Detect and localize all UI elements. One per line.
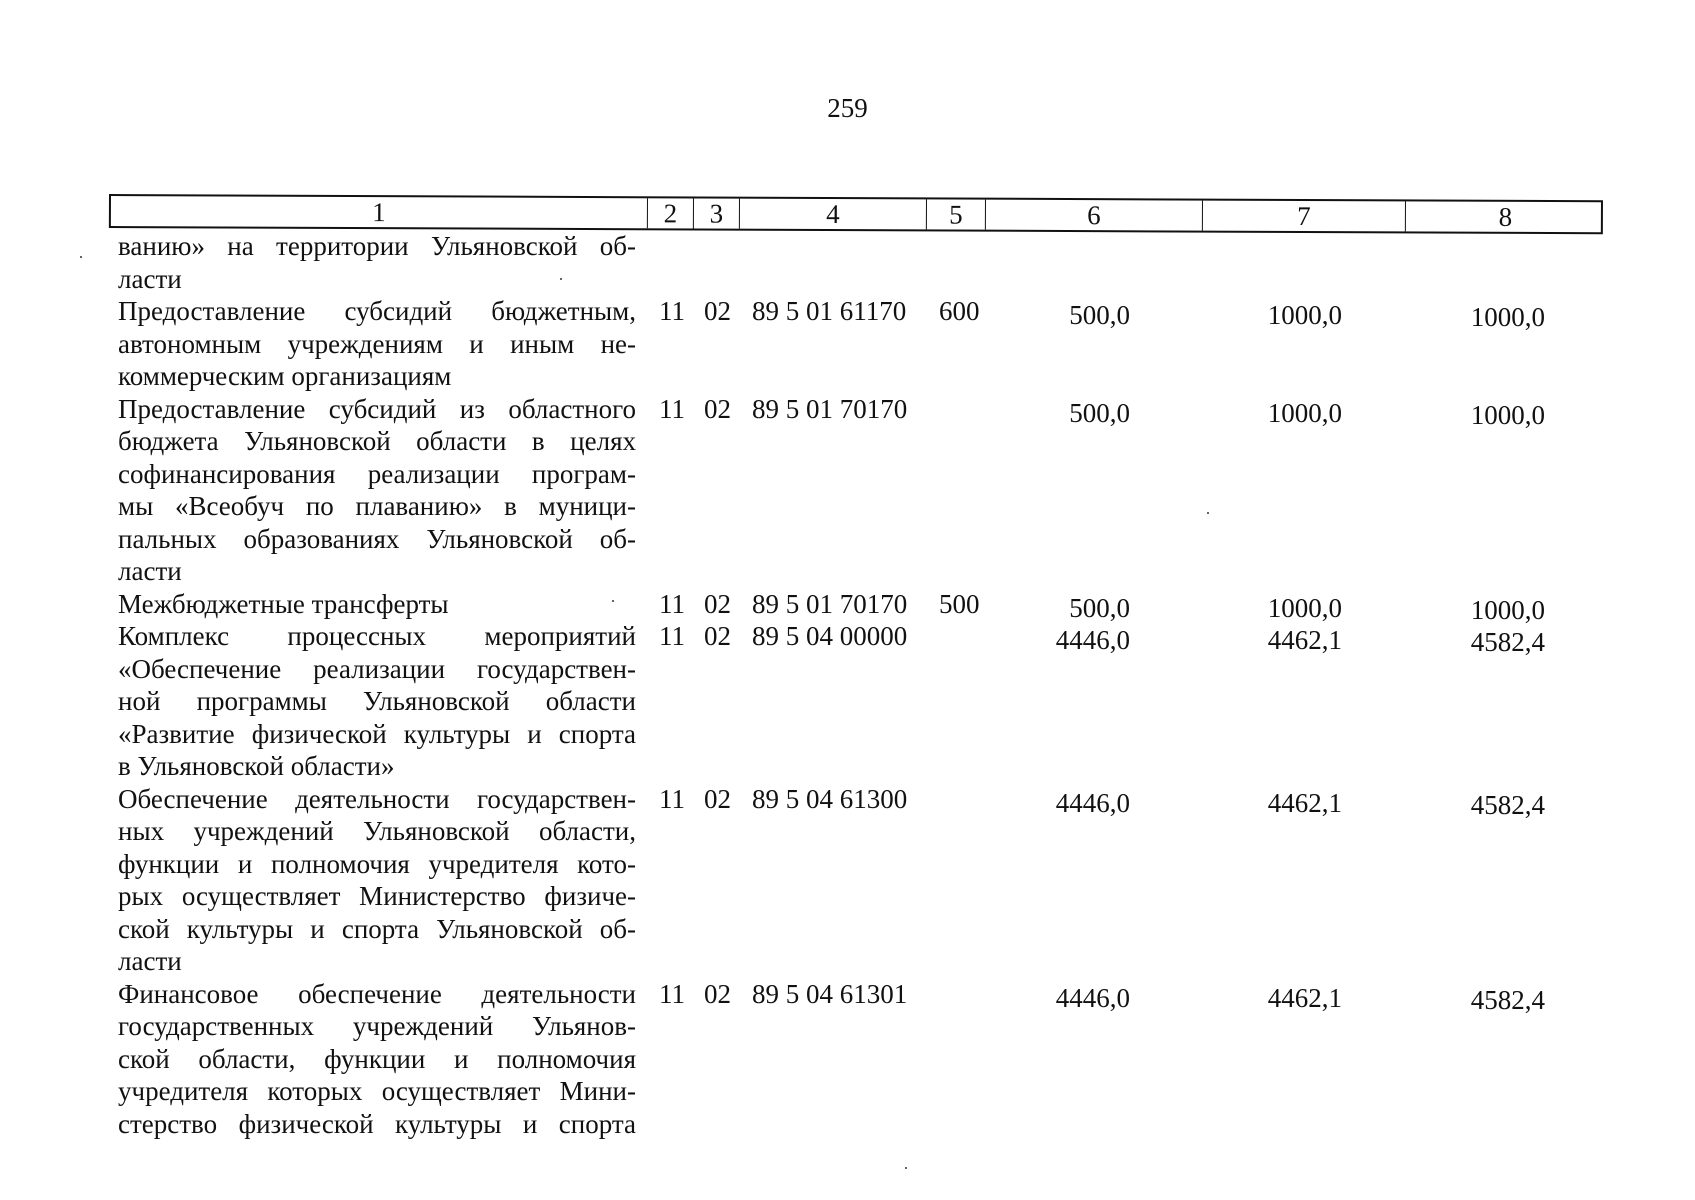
row-name-line: коммерческим организациям	[118, 361, 452, 391]
row-value-6: 4446,0	[1055, 787, 1130, 818]
table-row	[0, 393, 1695, 588]
row-subsection: 02	[704, 783, 731, 814]
header-col-1: 1	[111, 196, 648, 228]
header-col-7: 7	[1203, 201, 1406, 232]
row-name-line: ласти	[118, 263, 182, 294]
row-name-line: мы «Всеобуч по плаванию» в муници-	[118, 491, 636, 521]
row-value-8: 1000,0	[1470, 302, 1545, 332]
table-row	[0, 978, 1695, 1141]
row-name-line: Комплекс процессных мероприятий	[118, 621, 636, 651]
header-col-5: 5	[927, 199, 986, 229]
row-name-line: ванию» на территории Ульяновской об-	[118, 231, 636, 261]
row-name-line: ласти	[118, 946, 182, 976]
row-value-7: 1000,0	[1267, 592, 1342, 623]
row-value-8: 1000,0	[1470, 399, 1545, 430]
row-name-line: стерство физической культуры и спорта	[118, 1108, 636, 1139]
row-name-line: Предоставление субсидий из областного	[118, 393, 636, 424]
row-value-6: 500,0	[1069, 300, 1130, 330]
row-value-8: 4582,4	[1470, 789, 1545, 820]
table-row	[0, 588, 1695, 625]
row-name-line: функции и полномочия учредителя кото-	[118, 848, 636, 879]
page-number: 259	[827, 93, 868, 123]
scan-speck	[612, 600, 614, 602]
row-value-7: 4462,1	[1267, 982, 1342, 1013]
row-value-7: 1000,0	[1267, 397, 1342, 428]
row-name	[118, 783, 636, 978]
table-body	[0, 230, 1695, 1140]
row-section: 11	[659, 588, 685, 619]
table-row	[0, 620, 1695, 783]
header-col-2: 2	[648, 198, 694, 228]
row-code: 89 5 04 00000	[752, 621, 908, 651]
row-subsection: 02	[704, 393, 731, 424]
row-name-line: Предоставление субсидий бюджетным,	[118, 296, 636, 326]
scan-speck	[80, 256, 82, 258]
scan-speck	[560, 278, 562, 280]
row-value-6: 4446,0	[1055, 625, 1130, 655]
row-name	[118, 620, 636, 783]
row-name-line: ласти	[118, 556, 182, 586]
header-col-3: 3	[694, 198, 740, 228]
row-subsection: 02	[704, 588, 731, 619]
row-subsection: 02	[704, 621, 731, 651]
scan-speck	[905, 1167, 907, 1169]
row-section: 11	[659, 978, 685, 1009]
table-row	[0, 783, 1695, 978]
row-code: 89 5 01 70170	[752, 588, 908, 619]
table-header	[109, 194, 1603, 234]
row-type: 600	[939, 296, 980, 326]
row-subsection: 02	[704, 296, 731, 326]
row-value-8: 1000,0	[1470, 594, 1545, 625]
row-section: 11	[659, 393, 685, 424]
row-name-line: пальных образованиях Ульяновской об-	[118, 523, 636, 554]
row-value-6: 500,0	[1069, 592, 1130, 623]
row-code: 89 5 04 61301	[752, 978, 908, 1009]
row-name-line: Обеспечение деятельности государствен-	[118, 783, 636, 814]
row-name	[118, 230, 636, 295]
row-name-line: ской области, функции и полномочия	[118, 1043, 636, 1074]
row-subsection: 02	[704, 978, 731, 1009]
header-col-6: 6	[986, 200, 1203, 231]
row-name	[118, 295, 636, 393]
row-name-line: Межбюджетные трансферты	[118, 588, 449, 619]
row-value-6: 500,0	[1069, 397, 1130, 428]
row-value-7: 4462,1	[1267, 787, 1342, 818]
row-name-line: софинансирования реализации програм-	[118, 458, 636, 489]
row-name-line: ской культуры и спорта Ульяновской об-	[118, 913, 636, 944]
row-code: 89 5 04 61300	[752, 783, 908, 814]
row-name-line: государственных учреждений Ульянов-	[118, 1011, 636, 1041]
row-name-line: Финансовое обеспечение деятельности	[118, 978, 636, 1009]
row-value-8: 4582,4	[1470, 627, 1545, 657]
row-value-7: 1000,0	[1267, 300, 1342, 330]
header-col-8: 8	[1498, 201, 1513, 232]
row-section: 11	[659, 783, 685, 814]
row-section: 11	[659, 296, 685, 326]
row-name	[118, 588, 636, 621]
row-name	[118, 393, 636, 588]
row-name-line: учредителя которых осуществляет Мини-	[118, 1076, 636, 1106]
row-code: 89 5 01 70170	[752, 393, 908, 424]
row-value-7: 4462,1	[1267, 625, 1342, 655]
row-name-line: ной программы Ульяновской области	[118, 686, 636, 716]
row-name-line: «Развитие физической культуры и спорта	[118, 718, 636, 749]
table-row	[0, 295, 1695, 393]
row-section: 11	[659, 621, 685, 651]
row-name-line: автономным учреждениям и иным не-	[118, 328, 636, 359]
header-col-4: 4	[740, 199, 927, 230]
row-value-8: 4582,4	[1470, 984, 1545, 1015]
row-name-line: ных учреждений Ульяновской области,	[118, 816, 636, 846]
row-code: 89 5 01 61170	[752, 296, 907, 326]
row-value-6: 4446,0	[1055, 982, 1130, 1013]
row-name-line: «Обеспечение реализации государствен-	[118, 653, 636, 684]
row-name	[118, 978, 636, 1141]
row-type: 500	[939, 588, 980, 619]
row-name-line: рых осуществляет Министерство физиче-	[118, 881, 636, 911]
row-name-line: бюджета Ульяновской области в целях	[118, 426, 636, 456]
scan-speck	[1207, 512, 1209, 514]
row-name-line: в Ульяновской области»	[118, 751, 395, 781]
table-row	[0, 230, 1695, 295]
